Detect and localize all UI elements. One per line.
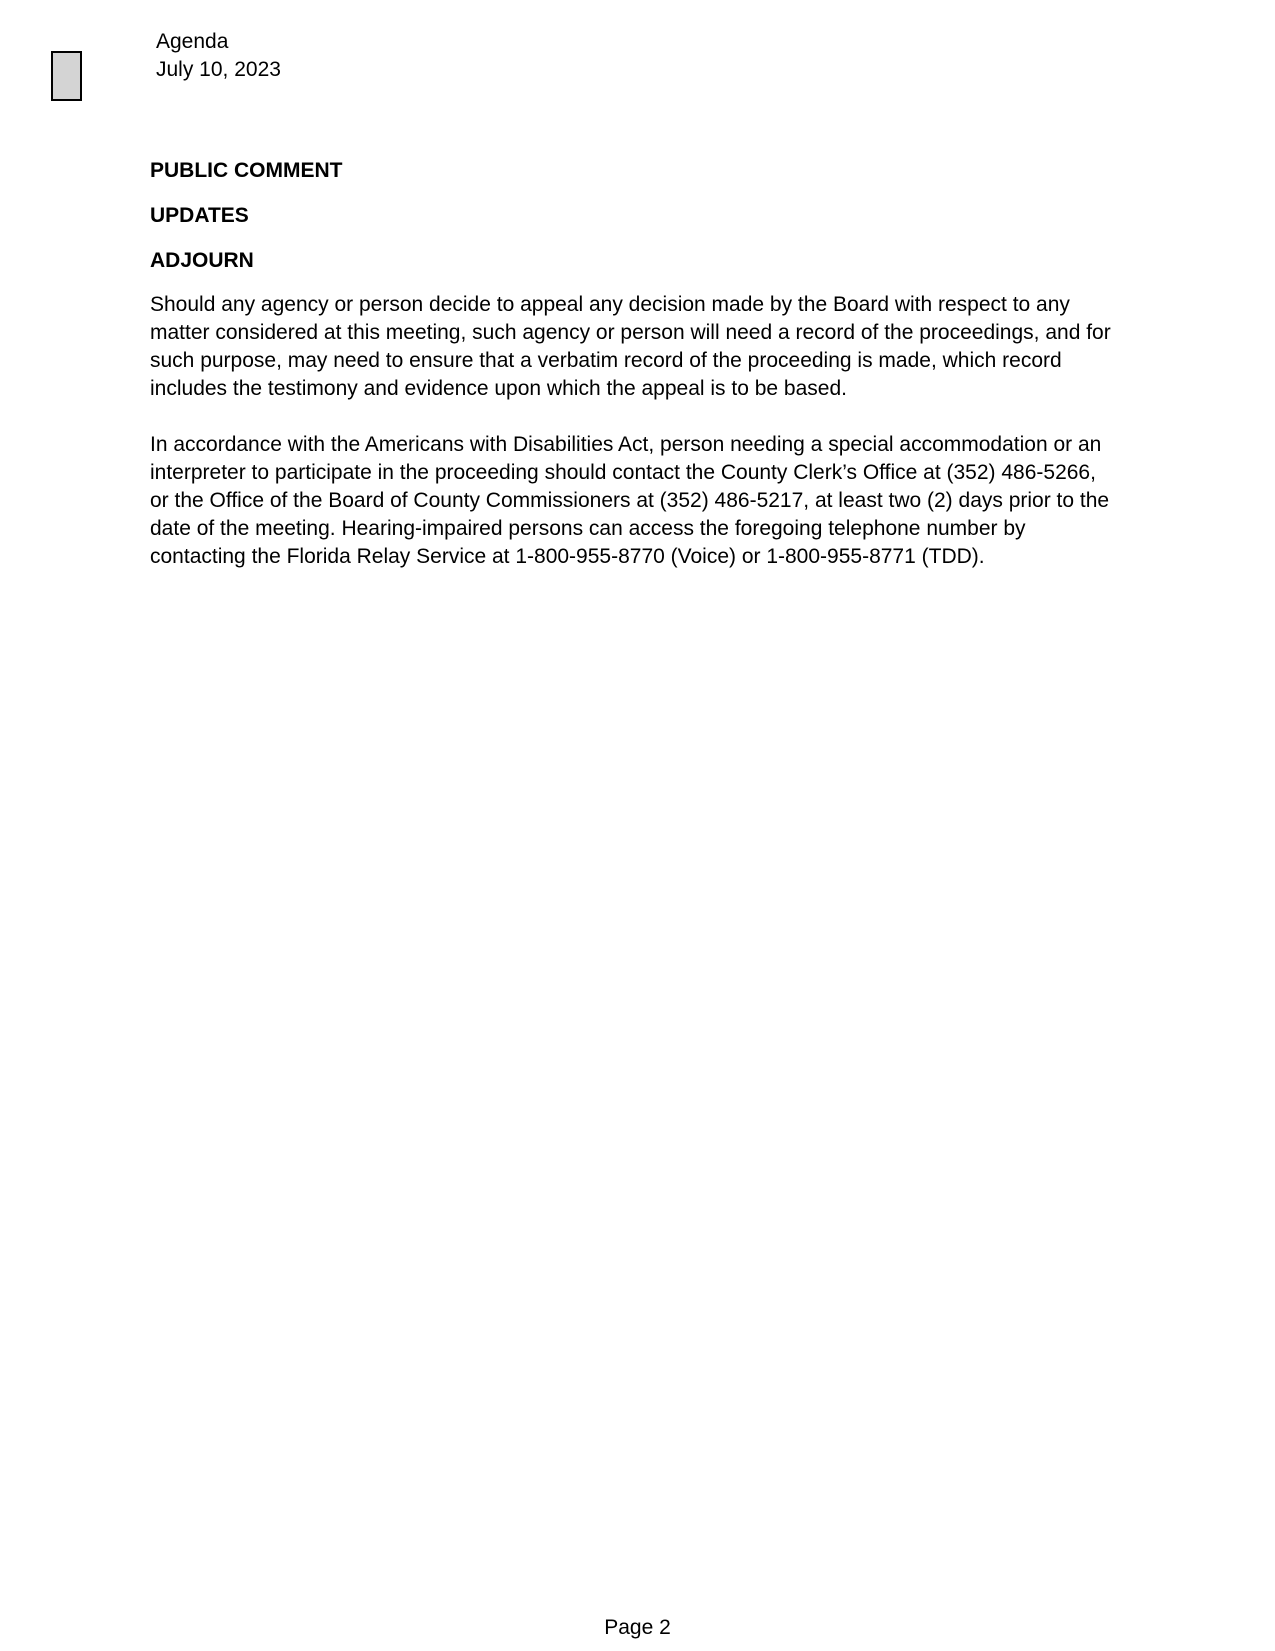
section-heading-public-comment: PUBLIC COMMENT — [150, 159, 343, 182]
section-heading-adjourn: ADJOURN — [150, 249, 254, 272]
ada-notice-line: contacting the Florida Relay Service at 1-800-955-8770 (Voice) or 1-800-955-8771 (TDD). — [150, 545, 985, 568]
section-heading-updates: UPDATES — [150, 204, 249, 227]
ada-notice-paragraph — [150, 431, 1140, 571]
gray-marker-box — [51, 51, 82, 101]
appeal-notice-line: such purpose, may need to ensure that a verbatim record of the proceeding is made, which record — [150, 349, 1062, 372]
page-number: Page 2 — [604, 1616, 671, 1639]
appeal-notice-line: includes the testimony and evidence upon which the appeal is to be based. — [150, 377, 847, 400]
page-header — [156, 28, 281, 84]
appeal-notice-line: matter considered at this meeting, such agency or person will need a record of the proceedings, and for — [150, 321, 1111, 344]
ada-notice-line: date of the meeting. Hearing-impaired persons can access the foregoing telephone number by — [150, 517, 1026, 540]
agenda-content — [150, 157, 1140, 571]
appeal-notice-paragraph — [150, 291, 1140, 403]
ada-notice-line: or the Office of the Board of County Commissioners at (352) 486-5217, at least two (2) days prior to the — [150, 489, 1110, 512]
ada-notice-line: interpreter to participate in the proceeding should contact the County Clerk’s Office at (352) 486-5266, — [150, 461, 1096, 484]
appeal-notice-line: Should any agency or person decide to appeal any decision made by the Board with respect to any — [150, 293, 1070, 316]
ada-notice-line: In accordance with the Americans with Disabilities Act, person needing a special accommodation or an — [150, 433, 1102, 456]
header-title: Agenda — [156, 30, 229, 53]
header-date: July 10, 2023 — [156, 58, 281, 81]
